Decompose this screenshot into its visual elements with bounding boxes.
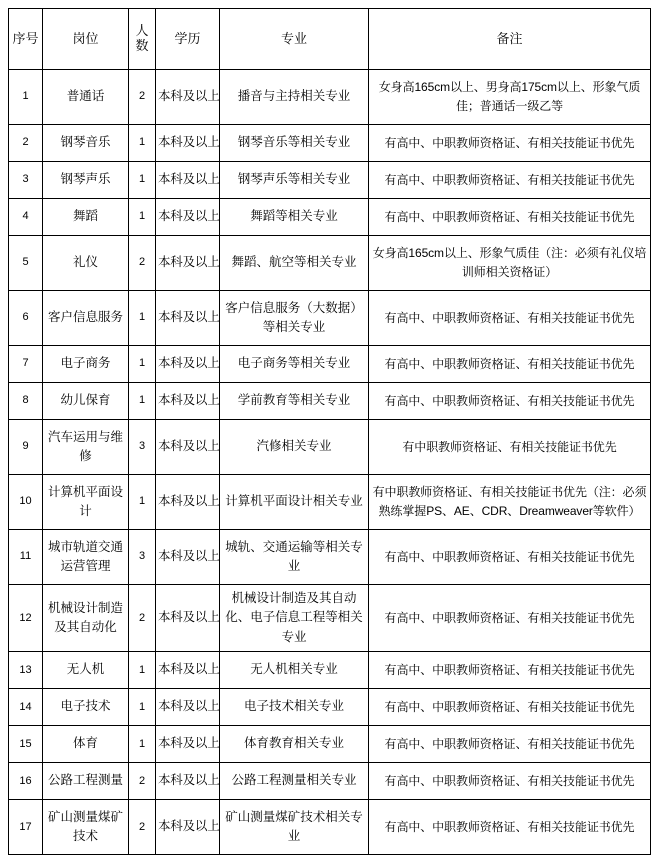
- cell-major: 公路工程测量相关专业: [220, 763, 369, 800]
- cell-post: 钢琴音乐: [43, 125, 129, 162]
- cell-headcount: 1: [129, 689, 156, 726]
- cell-post: 体育: [43, 726, 129, 763]
- cell-post: 幼儿保育: [43, 383, 129, 420]
- cell-major: 舞蹈等相关专业: [220, 199, 369, 236]
- table-row: [9, 199, 651, 236]
- cell-major: 学前教育等相关专业: [220, 383, 369, 420]
- cell-education: 本科及以上: [156, 689, 220, 726]
- table-row: [9, 346, 651, 383]
- table-row: [9, 763, 651, 800]
- cell-remark: 有高中、中职教师资格证、有相关技能证书优先: [369, 162, 651, 199]
- cell-remark: 有高中、中职教师资格证、有相关技能证书优先: [369, 800, 651, 855]
- cell-headcount: 1: [129, 291, 156, 346]
- cell-education: 本科及以上: [156, 475, 220, 530]
- cell-education: 本科及以上: [156, 800, 220, 855]
- cell-serial-number: 15: [9, 726, 43, 763]
- cell-serial-number: 10: [9, 475, 43, 530]
- cell-serial-number: 17: [9, 800, 43, 855]
- cell-post: 电子技术: [43, 689, 129, 726]
- cell-education: 本科及以上: [156, 199, 220, 236]
- cell-serial-number: 12: [9, 585, 43, 652]
- cell-major: 钢琴声乐等相关专业: [220, 162, 369, 199]
- cell-post: 城市轨道交通运营管理: [43, 530, 129, 585]
- cell-remark: 有中职教师资格证、有相关技能证书优先（注：必须熟练掌握PS、AE、CDR、Dreamweaver等软件）: [369, 475, 651, 530]
- cell-education: 本科及以上: [156, 763, 220, 800]
- table-row: [9, 800, 651, 855]
- table-row: [9, 236, 651, 291]
- cell-education: 本科及以上: [156, 70, 220, 125]
- cell-post: 机械设计制造及其自动化: [43, 585, 129, 652]
- cell-education: 本科及以上: [156, 125, 220, 162]
- cell-serial-number: 7: [9, 346, 43, 383]
- column-header-no: 序号: [9, 9, 43, 70]
- cell-headcount: 2: [129, 70, 156, 125]
- cell-headcount: 3: [129, 420, 156, 475]
- cell-headcount: 1: [129, 199, 156, 236]
- table-row: [9, 420, 651, 475]
- cell-remark: 有高中、中职教师资格证、有相关技能证书优先: [369, 125, 651, 162]
- cell-serial-number: 1: [9, 70, 43, 125]
- cell-post: 电子商务: [43, 346, 129, 383]
- cell-post: 公路工程测量: [43, 763, 129, 800]
- cell-headcount: 2: [129, 800, 156, 855]
- cell-remark: 女身高165cm以上、男身高175cm以上、形象气质佳；普通话一级乙等: [369, 70, 651, 125]
- cell-post: 无人机: [43, 652, 129, 689]
- cell-education: 本科及以上: [156, 652, 220, 689]
- cell-remark: 有高中、中职教师资格证、有相关技能证书优先: [369, 763, 651, 800]
- cell-major: 舞蹈、航空等相关专业: [220, 236, 369, 291]
- cell-education: 本科及以上: [156, 346, 220, 383]
- cell-major: 钢琴音乐等相关专业: [220, 125, 369, 162]
- cell-serial-number: 6: [9, 291, 43, 346]
- cell-serial-number: 11: [9, 530, 43, 585]
- cell-remark: 有高中、中职教师资格证、有相关技能证书优先: [369, 689, 651, 726]
- cell-major: 汽修相关专业: [220, 420, 369, 475]
- cell-remark: 有高中、中职教师资格证、有相关技能证书优先: [369, 291, 651, 346]
- cell-education: 本科及以上: [156, 726, 220, 763]
- cell-major: 电子技术相关专业: [220, 689, 369, 726]
- cell-post: 矿山测量煤矿技术: [43, 800, 129, 855]
- table-header: [9, 9, 651, 70]
- cell-remark: 女身高165cm以上、形象气质佳（注：必须有礼仪培训师相关资格证）: [369, 236, 651, 291]
- cell-major: 体育教育相关专业: [220, 726, 369, 763]
- cell-serial-number: 5: [9, 236, 43, 291]
- cell-remark: 有中职教师资格证、有相关技能证书优先: [369, 420, 651, 475]
- table-row: [9, 530, 651, 585]
- recruitment-table: [8, 8, 651, 855]
- cell-headcount: 3: [129, 530, 156, 585]
- cell-post: 计算机平面设计: [43, 475, 129, 530]
- cell-remark: 有高中、中职教师资格证、有相关技能证书优先: [369, 383, 651, 420]
- cell-education: 本科及以上: [156, 383, 220, 420]
- cell-serial-number: 16: [9, 763, 43, 800]
- cell-headcount: 2: [129, 585, 156, 652]
- cell-major: 播音与主持相关专业: [220, 70, 369, 125]
- cell-major: 电子商务等相关专业: [220, 346, 369, 383]
- cell-headcount: 1: [129, 125, 156, 162]
- cell-serial-number: 14: [9, 689, 43, 726]
- cell-headcount: 2: [129, 236, 156, 291]
- cell-post: 舞蹈: [43, 199, 129, 236]
- cell-remark: 有高中、中职教师资格证、有相关技能证书优先: [369, 726, 651, 763]
- table-row: [9, 291, 651, 346]
- cell-education: 本科及以上: [156, 236, 220, 291]
- cell-post: 客户信息服务: [43, 291, 129, 346]
- column-header-count-line2: 数: [135, 38, 149, 53]
- table-row: [9, 689, 651, 726]
- cell-education: 本科及以上: [156, 530, 220, 585]
- table-row: [9, 652, 651, 689]
- table-row: [9, 125, 651, 162]
- cell-serial-number: 13: [9, 652, 43, 689]
- cell-headcount: 2: [129, 763, 156, 800]
- table-row: [9, 726, 651, 763]
- cell-education: 本科及以上: [156, 585, 220, 652]
- cell-headcount: 1: [129, 346, 156, 383]
- cell-headcount: 1: [129, 162, 156, 199]
- cell-serial-number: 4: [9, 199, 43, 236]
- table-row: [9, 383, 651, 420]
- cell-serial-number: 8: [9, 383, 43, 420]
- cell-education: 本科及以上: [156, 291, 220, 346]
- cell-post: 汽车运用与维修: [43, 420, 129, 475]
- cell-serial-number: 2: [9, 125, 43, 162]
- table-row: [9, 585, 651, 652]
- cell-remark: 有高中、中职教师资格证、有相关技能证书优先: [369, 530, 651, 585]
- header-row: [9, 9, 651, 70]
- table-row: [9, 70, 651, 125]
- column-header-count-line1: 人: [135, 23, 149, 39]
- cell-remark: 有高中、中职教师资格证、有相关技能证书优先: [369, 652, 651, 689]
- cell-education: 本科及以上: [156, 162, 220, 199]
- cell-headcount: 1: [129, 475, 156, 530]
- cell-headcount: 1: [129, 652, 156, 689]
- cell-major: 城轨、交通运输等相关专业: [220, 530, 369, 585]
- cell-serial-number: 9: [9, 420, 43, 475]
- column-header-remark: 备注: [369, 9, 651, 70]
- cell-major: 客户信息服务（大数据）等相关专业: [220, 291, 369, 346]
- cell-post: 礼仪: [43, 236, 129, 291]
- column-header-major: 专业: [220, 9, 369, 70]
- cell-post: 钢琴声乐: [43, 162, 129, 199]
- cell-headcount: 1: [129, 726, 156, 763]
- cell-education: 本科及以上: [156, 420, 220, 475]
- cell-major: 计算机平面设计相关专业: [220, 475, 369, 530]
- cell-remark: 有高中、中职教师资格证、有相关技能证书优先: [369, 199, 651, 236]
- cell-serial-number: 3: [9, 162, 43, 199]
- column-header-post: 岗位: [43, 9, 129, 70]
- cell-major: 无人机相关专业: [220, 652, 369, 689]
- cell-remark: 有高中、中职教师资格证、有相关技能证书优先: [369, 585, 651, 652]
- table-row: [9, 162, 651, 199]
- cell-major: 矿山测量煤矿技术相关专业: [220, 800, 369, 855]
- cell-remark: 有高中、中职教师资格证、有相关技能证书优先: [369, 346, 651, 383]
- cell-headcount: 1: [129, 383, 156, 420]
- table-body: [9, 70, 651, 855]
- table-row: [9, 475, 651, 530]
- cell-major: 机械设计制造及其自动化、电子信息工程等相关专业: [220, 585, 369, 652]
- cell-post: 普通话: [43, 70, 129, 125]
- column-header-education: 学历: [156, 9, 220, 70]
- column-header-count: [129, 9, 156, 70]
